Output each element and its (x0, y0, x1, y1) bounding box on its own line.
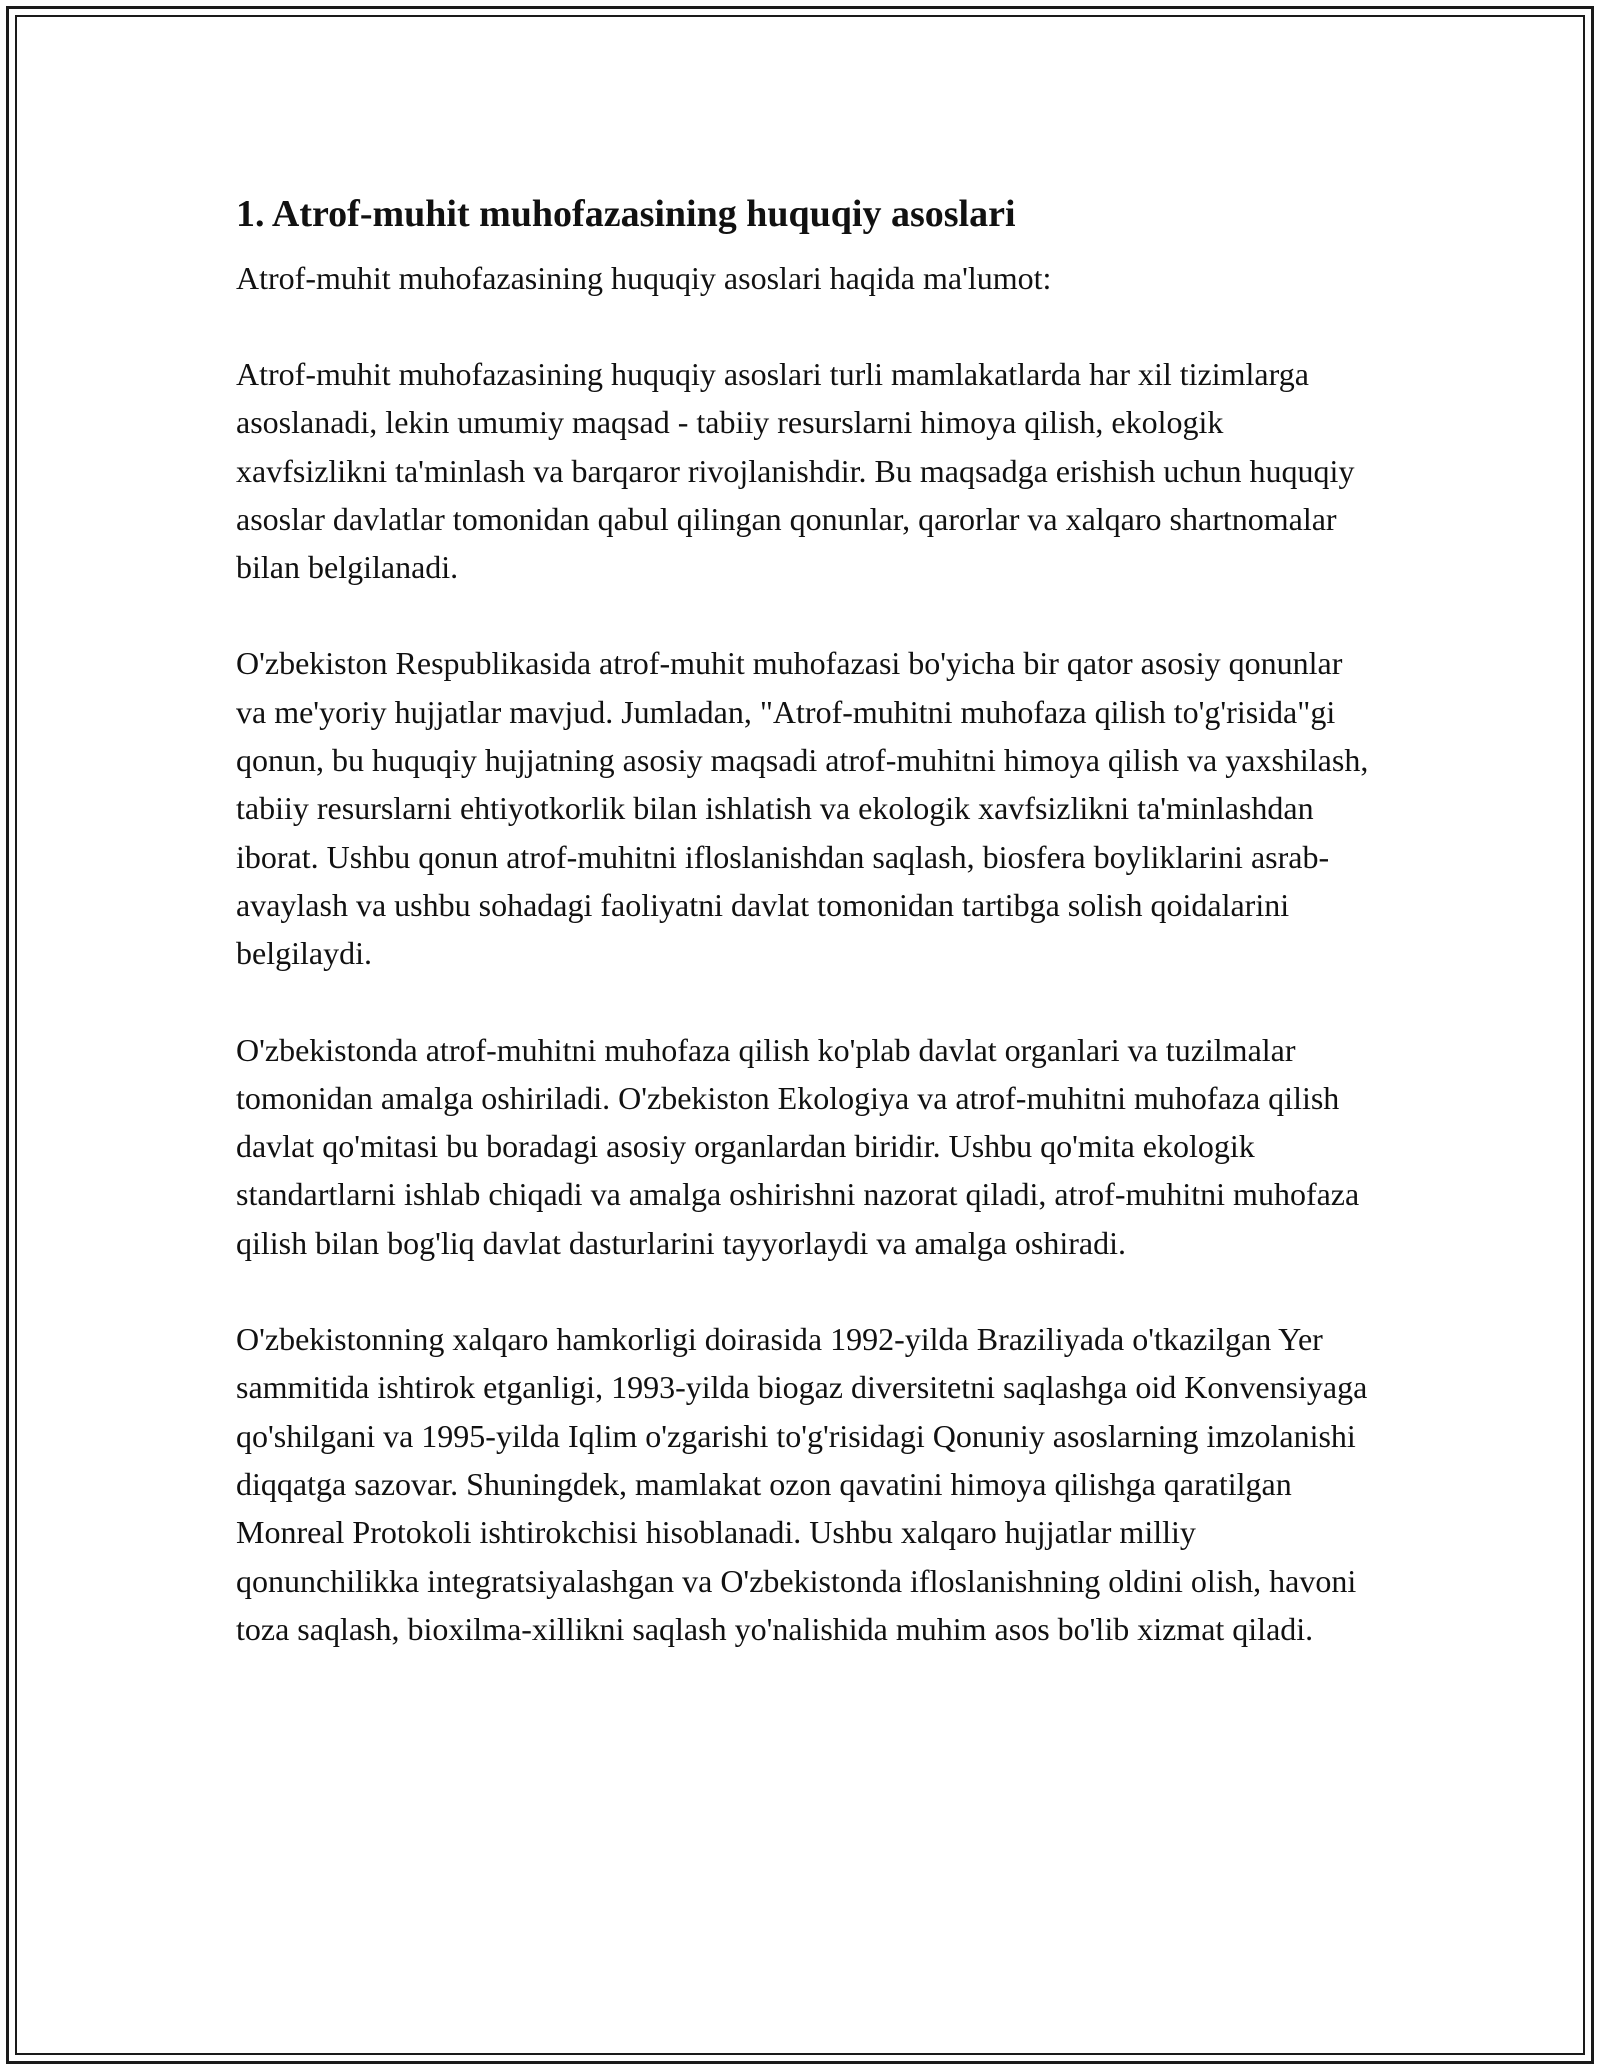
section-heading: 1. Atrof-muhit muhofazasining huquqiy asoslari (236, 193, 1016, 235)
paragraph-2: O'zbekiston Respublikasida atrof-muhit muhofazasi bo'yicha bir qator asosiy qonunlar va me'yoriy hujjatlar mavjud. Jumladan, "Atrof-muhitni muhofaza qilish to'g'risida"gi qonun, bu huquqiy hujjatning asosiy maqsadi atrof-muhitni himoya qilish va yaxshilash, tabiiy resurslarni ehtiyotkorlik bilan ishlatish va ekologik xavfsizlikni ta'minlashdan iborat. Ushbu qonun atrof-muhitni ifloslanishdan saqlash, biosfera boyliklarini asrab-avaylash va ushbu sohadagi faoliyatni davlat tomonidan tartibga solish qoidalarini belgilaydi. (236, 645, 1369, 972)
document-body (236, 186, 1376, 1653)
paragraph-4: O'zbekistonning xalqaro hamkorligi doirasida 1992-yilda Braziliyada o'tkazilgan Yer sammitida ishtirok etganligi, 1993-yilda biogaz diversitetni saqlashga oid Konvensiyaga qo'shilgani va 1995-yilda Iqlim o'zgarishi to'g'risidagi Qonuniy asoslarning imzolanishi diqqatga sazovar. Shuningdek, mamlakat ozon qavatini himoya qilishga qaratilgan Monreal Protokoli ishtirokchisi hisoblanadi. Ushbu xalqaro hujjatlar milliy qonunchilikka integratsiyalashgan va O'zbekistonda ifloslanishning oldini olish, havoni toza saqlash, bioxilma-xillikni saqlash yo'nalishida muhim asos bo'lib xizmat qiladi. (236, 1321, 1368, 1647)
intro-line: Atrof-muhit muhofazasining huquqiy asoslari haqida ma'lumot: (236, 260, 1052, 296)
paragraph-3: O'zbekistonda atrof-muhitni muhofaza qilish ko'plab davlat organlari va tuzilmalar tomonidan amalga oshiriladi. O'zbekiston Ekologiya va atrof-muhitni muhofaza qilish davlat qo'mitasi bu boradagi asosiy organlardan biridir. Ushbu qo'mita ekologik standartlarni ishlab chiqadi va amalga oshirishni nazorat qiladi, atrof-muhitni muhofaza qilish bilan bog'liq davlat dasturlarini tayyorlaydi va amalga oshiradi. (236, 1031, 1360, 1261)
paragraph-1: Atrof-muhit muhofazasining huquqiy asoslari turli mamlakatlarda har xil tizimlarga asoslanadi, lekin umumiy maqsad - tabiiy resurslarni himoya qilish, ekologik xavfsizlikni ta'minlash va barqaror rivojlanishdir. Bu maqsadga erishish uchun huquqiy asoslar davlatlar tomonidan qabul qilingan qonunlar, qarorlar va xalqaro shartnomalar bilan belgilanadi. (236, 356, 1355, 586)
